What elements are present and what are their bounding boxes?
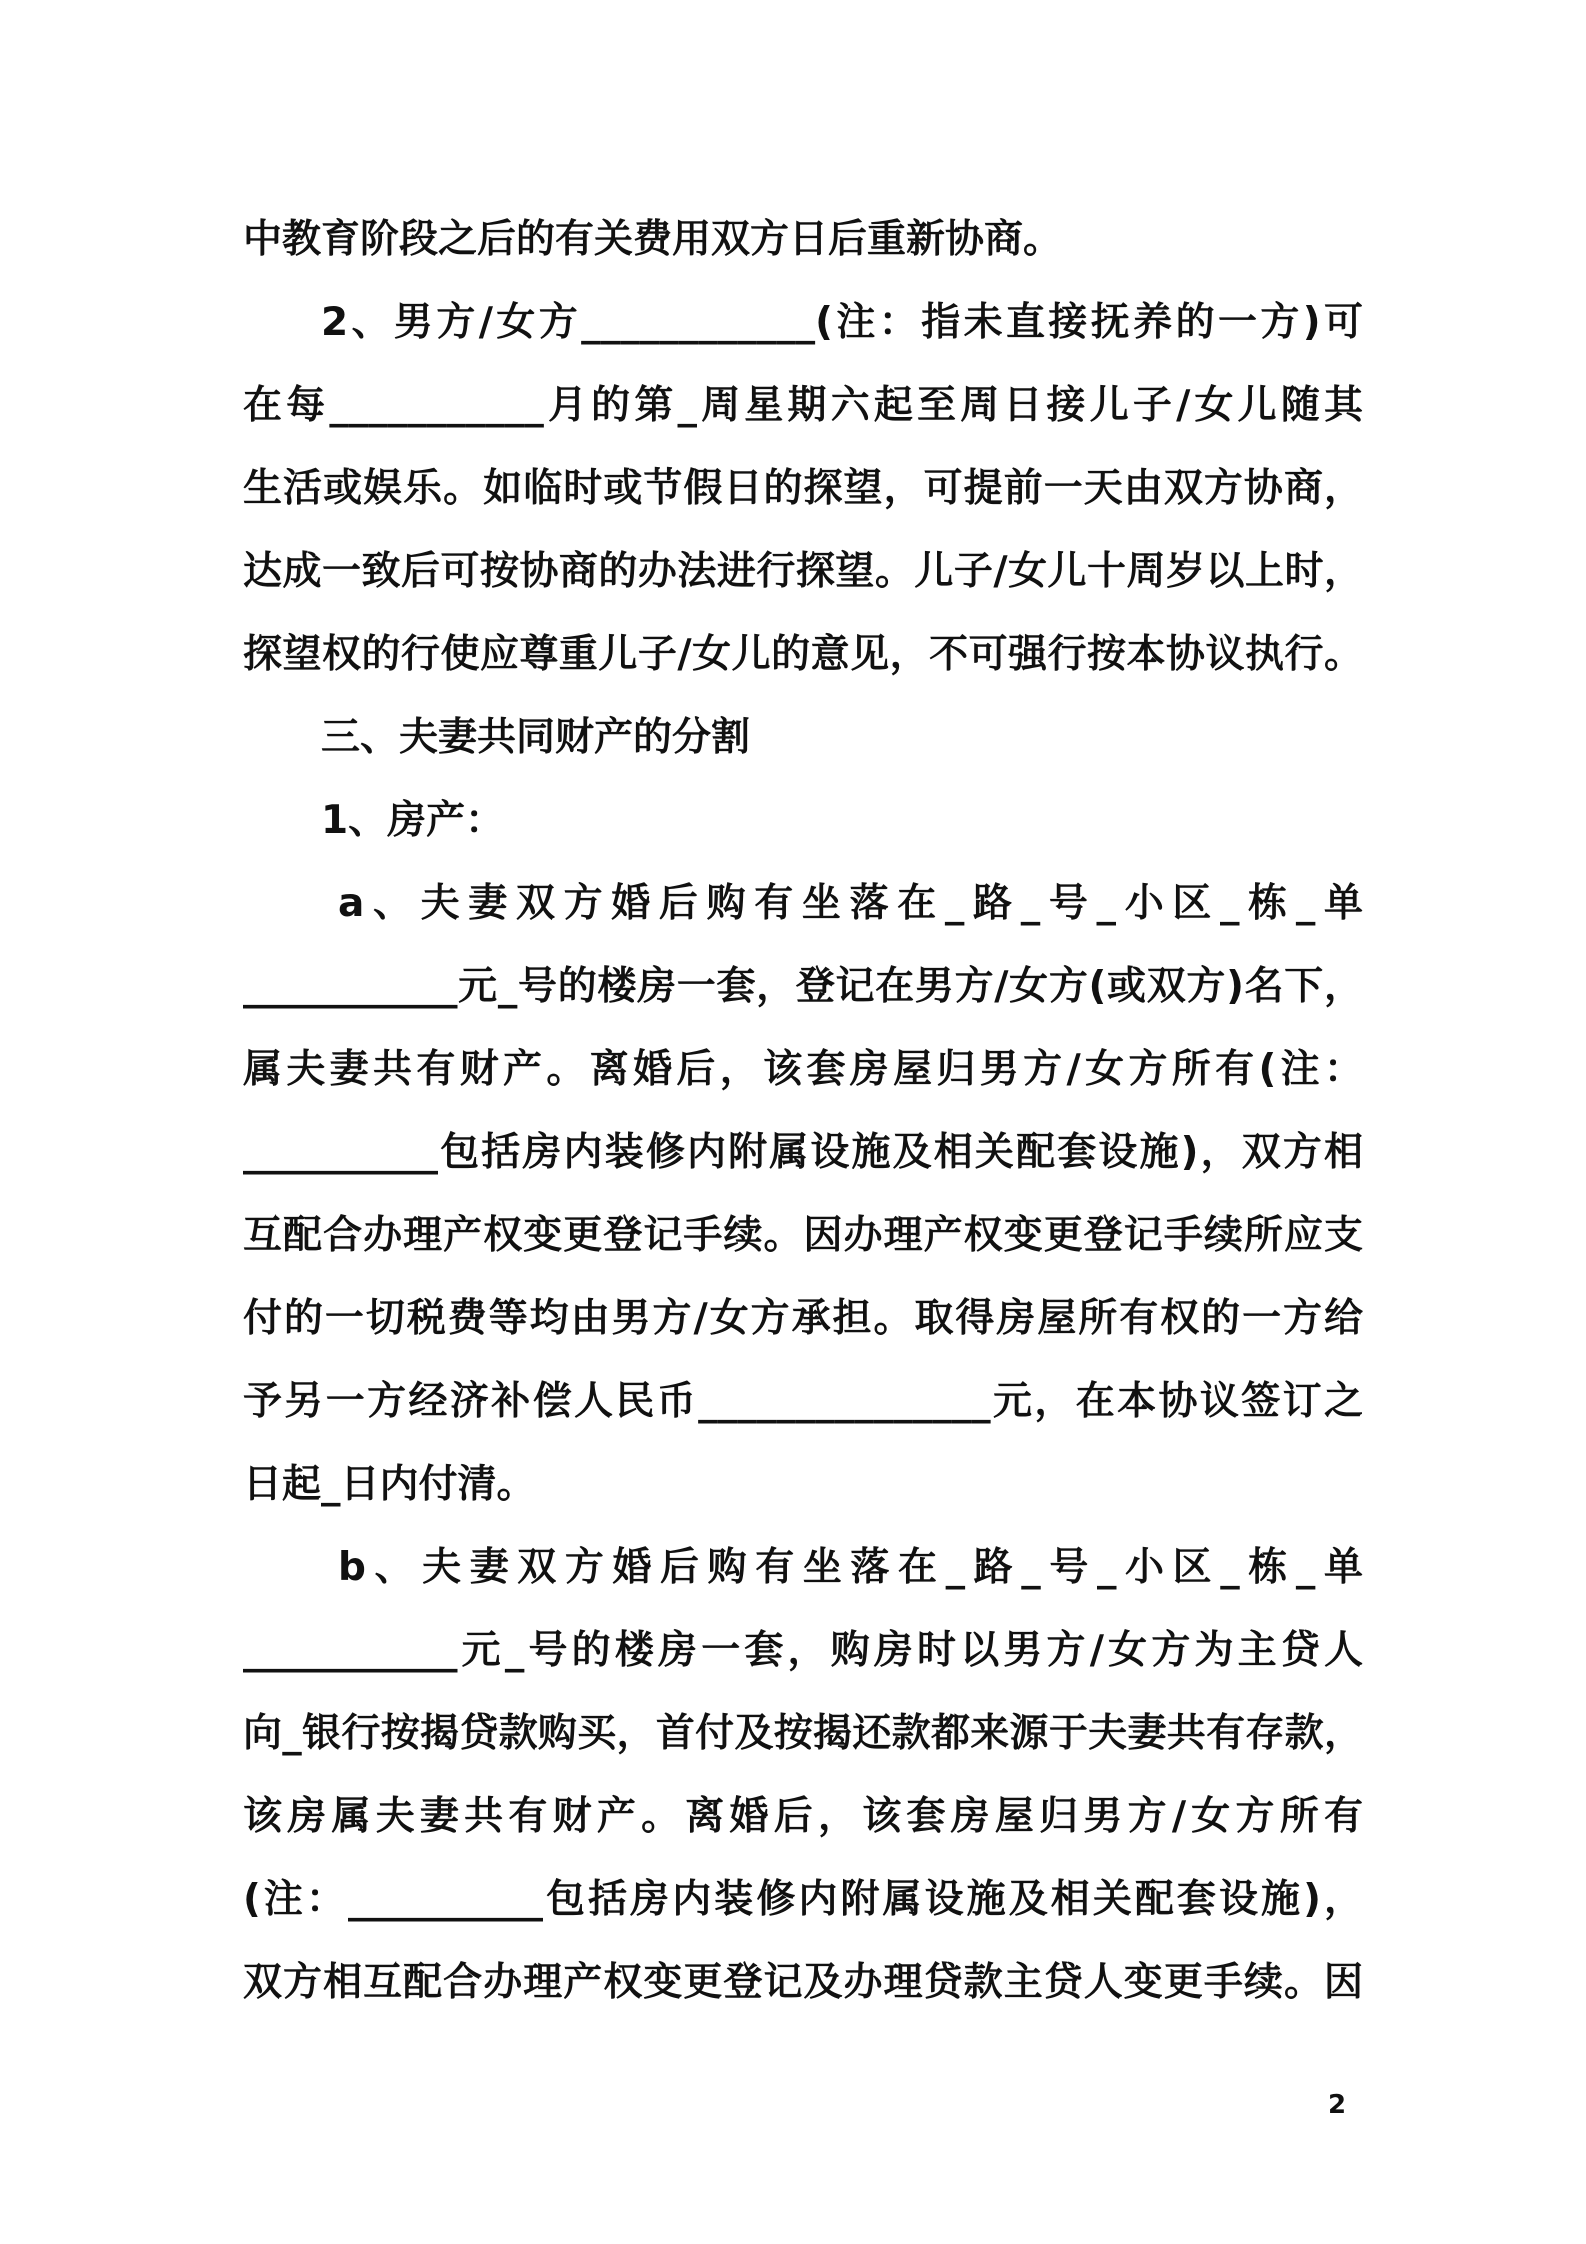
text-line: 该房属夫妻共有财产。离婚后，该套房屋归男方/女方所有 xyxy=(243,1794,1363,1839)
text-line: 日起_日内付清。 xyxy=(243,1462,536,1507)
text-line: 生活或娱乐。如临时或节假日的探望，可提前一天由双方协商， xyxy=(243,466,1363,511)
text-line: 予另一方经济补偿人民币_______________元，在本协议签订之 xyxy=(243,1379,1363,1424)
text-line: a、夫妻双方婚后购有坐落在_路_号_小区_栋_单 xyxy=(338,881,1363,926)
text-line: 向_银行按揭贷款购买，首付及按揭还款都来源于夫妻共有存款， xyxy=(243,1711,1363,1756)
text-line: 属夫妻共有财产。离婚后，该套房屋归男方/女方所有(注： xyxy=(243,1047,1363,1092)
text-line: (注：__________包括房内装修内附属设施及相关配套设施)， xyxy=(243,1877,1363,1922)
text-line: 付的一切税费等均由男方/女方承担。取得房屋所有权的一方给 xyxy=(243,1296,1363,1341)
text-line: ___________元_号的楼房一套，登记在男方/女方(或双方)名下， xyxy=(243,964,1363,1009)
text-line: 中教育阶段之后的有关费用双方日后重新协商。 xyxy=(243,217,1063,262)
text-line: 在每___________月的第_周星期六起至周日接儿子/女儿随其 xyxy=(243,383,1363,428)
page-number: 2 xyxy=(1328,2090,1347,2120)
text-line: b、夫妻双方婚后购有坐落在_路_号_小区_栋_单 xyxy=(338,1545,1363,1590)
text-line: ___________元_号的楼房一套，购房时以男方/女方为主贷人 xyxy=(243,1628,1363,1673)
text-line: 探望权的行使应尊重儿子/女儿的意见，不可强行按本协议执行。 xyxy=(243,632,1363,677)
text-line: 互配合办理产权变更登记手续。因办理产权变更登记手续所应支 xyxy=(243,1213,1363,1258)
text-line: 双方相互配合办理产权变更登记及办理贷款主贷人变更手续。因 xyxy=(243,1960,1363,2005)
subsection-heading: 1、房产： xyxy=(321,798,505,843)
section-heading: 三、夫妻共同财产的分割 xyxy=(321,715,751,760)
text-line: __________包括房内装修内附属设施及相关配套设施)，双方相 xyxy=(243,1130,1363,1175)
text-line: 2、男方/女方____________(注：指未直接抚养的一方)可 xyxy=(321,300,1363,345)
text-line: 达成一致后可按协商的办法进行探望。儿子/女儿十周岁以上时， xyxy=(243,549,1363,594)
document-body xyxy=(243,198,1363,2024)
